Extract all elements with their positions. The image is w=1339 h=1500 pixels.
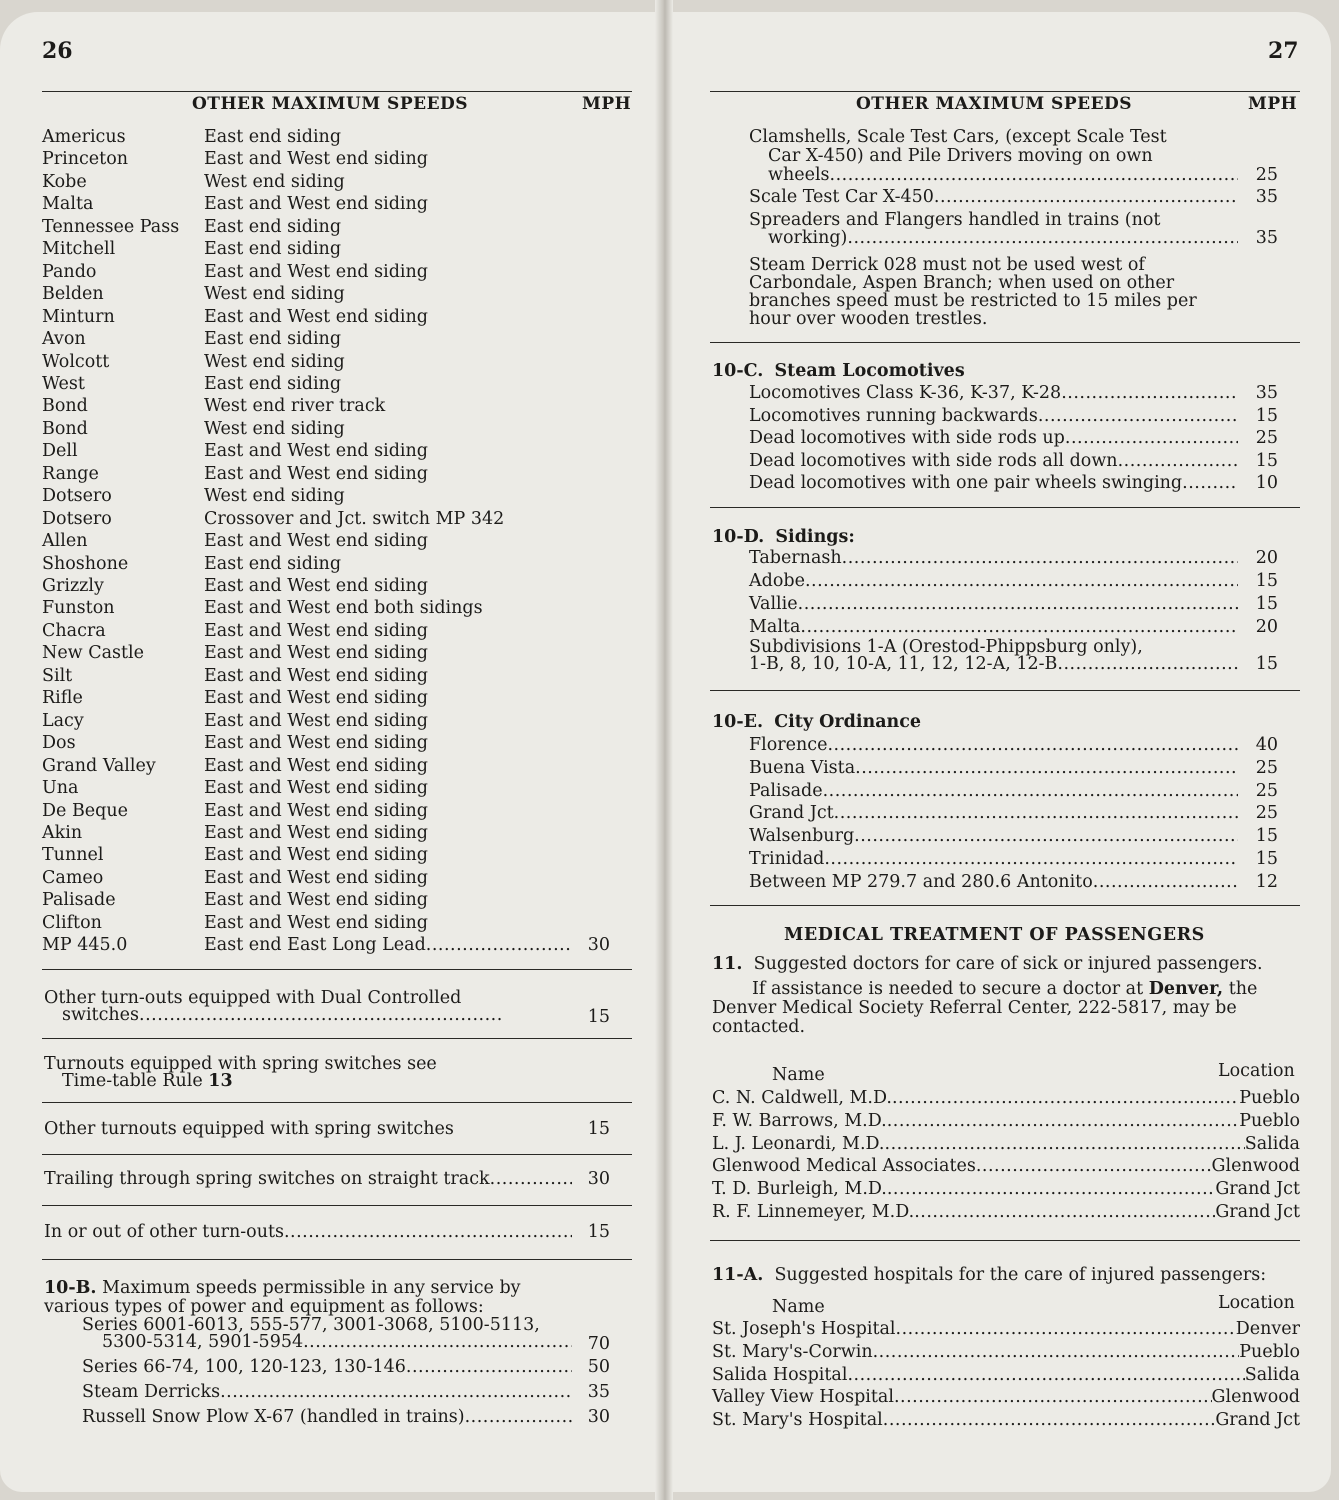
other-spring-text: Other turnouts equipped with spring switches <box>44 1119 454 1139</box>
hospital-row <box>712 1341 1300 1363</box>
header-unit-right: MPH <box>1248 94 1298 114</box>
locomotive-mph: 15 <box>1255 450 1278 471</box>
siding-description: East and West end siding <box>204 306 428 327</box>
siding-description: East end siding <box>204 553 342 574</box>
siding-location: Dotsero <box>42 508 112 529</box>
hospital-name: St. Mary's-Corwin <box>712 1341 873 1362</box>
hospital-location: Glenwood <box>1211 1387 1300 1408</box>
siding-description: East end siding <box>204 216 342 237</box>
medical-title: MEDICAL TREATMENT OF PASSENGERS <box>784 925 1205 945</box>
city-mph: 15 <box>1255 849 1278 869</box>
siding-speed-mph: 15 <box>1255 594 1278 614</box>
locomotive-item: Locomotives Class K-36, K-37, K-28 ..... <box>749 382 1238 404</box>
section-10b-line2: various types of power and equipment as follows: <box>44 1297 484 1317</box>
header-unit-left: MPH <box>582 94 632 114</box>
doctor-row <box>712 1201 1300 1223</box>
siding-speed-item: Tabernash ..... <box>749 547 1238 569</box>
siding-location: Avon <box>42 329 86 350</box>
hospitals-col-location: Location <box>1218 1293 1295 1313</box>
section-10d-title: 10-D. Sidings: <box>712 527 855 547</box>
siding-description: West end siding <box>204 486 345 507</box>
section-11-text: 11. Suggested doctors for care of sick or injured passengers. <box>712 954 1263 974</box>
section-11a-text: 11-A. Suggested hospitals for the care of injured passengers: <box>712 1265 1267 1285</box>
siding-location: Mitchell <box>42 239 116 260</box>
siding-location: Cameo <box>42 867 104 888</box>
derrick-note-4: hour over wooden trestles. <box>749 309 988 329</box>
siding-location: West <box>42 373 85 394</box>
doctor-name: F. W. Barrows, M.D. <box>712 1110 887 1131</box>
siding-description: East and West end siding <box>204 531 428 552</box>
rule-1 <box>42 969 632 970</box>
siding-location: Dell <box>42 441 78 462</box>
siding-description: East and West end siding <box>204 688 428 709</box>
siding-location: New Castle <box>42 643 145 664</box>
header-rule-right <box>710 91 1300 92</box>
hospital-name: Valley View Hospital <box>712 1387 894 1408</box>
trailing-mph: 30 <box>587 1169 610 1189</box>
siding-description: East and West end siding <box>204 149 428 170</box>
siding-location: Wolcott <box>42 351 110 372</box>
siding-location: Minturn <box>42 306 115 327</box>
hospital-row <box>712 1409 1300 1431</box>
subdivisions-line2: 1-B, 8, 10, 10-A, 11, 12, 12-A, 12-B ..... <box>749 653 1238 675</box>
hospital-location: Salida <box>1244 1364 1300 1385</box>
rule-r2 <box>710 507 1300 508</box>
siding-description: East and West end siding <box>204 845 428 866</box>
spring-see-line2: Time-table Rule 13 <box>62 1071 233 1091</box>
doctor-location: Glenwood <box>1211 1156 1300 1177</box>
trailing-text: Trailing through spring switches on straight track ..... <box>44 1168 572 1190</box>
header-rule-left <box>42 91 632 92</box>
doctor-name: Glenwood Medical Associates <box>712 1156 976 1177</box>
city-mph: 12 <box>1255 871 1278 892</box>
assist-line1: If assistance is needed to secure a doctor at Denver, the <box>752 979 1258 999</box>
siding-speed-mph: 15 <box>1255 571 1278 591</box>
rule-r3 <box>710 690 1300 691</box>
rule-r5 <box>710 1240 1300 1241</box>
siding-speed-mph: 20 <box>1255 548 1278 568</box>
rule-r4 <box>710 905 1300 906</box>
siding-description: Crossover and Jct. switch MP 342 <box>204 508 505 529</box>
siding-description: East and West end siding <box>204 441 428 462</box>
siding-description: West end siding <box>204 351 345 372</box>
city-item: Buena Vista ..... <box>749 757 1238 779</box>
locomotive-item: Dead locomotives with side rods up ..... <box>749 427 1238 449</box>
siding-location: Rifle <box>42 688 83 709</box>
siding-location: Range <box>42 463 99 484</box>
hospital-name: St. Mary's Hospital <box>712 1410 883 1431</box>
siding-description: East and West end siding <box>204 620 428 641</box>
doctor-location: Grand Jct <box>1215 1202 1300 1222</box>
siding-description: West end river track <box>204 396 386 417</box>
clamshells-line1: Clamshells, Scale Test Cars, (except Scale Test <box>749 127 1167 147</box>
locomotive-mph: 25 <box>1255 428 1278 448</box>
siding-location: Clifton <box>42 912 102 933</box>
section-10c-title: 10-C. Steam Locomotives <box>712 361 965 381</box>
city-item: Between MP 279.7 and 280.6 Antonito ..... <box>749 871 1238 893</box>
siding-speed-item: Adobe ..... <box>749 570 1238 592</box>
doctor-row <box>712 1178 1300 1200</box>
city-mph: 25 <box>1255 757 1278 778</box>
siding-speed-item: Vallie ..... <box>749 593 1238 615</box>
siding-location: Pando <box>42 261 97 282</box>
rule-3 <box>42 1102 632 1103</box>
section-10b-line1: 10-B. Maximum speeds permissible in any service by <box>44 1278 521 1298</box>
city-mph: 25 <box>1255 780 1278 801</box>
assist-line3: contacted. <box>712 1017 806 1037</box>
doctor-name: R. F. Linnemeyer, M.D. <box>712 1202 915 1222</box>
derrick-note-3: branches speed must be restricted to 15 miles per <box>749 291 1197 311</box>
series-2: Series 66-74, 100, 120-123, 130-146 ..... <box>82 1356 572 1378</box>
siding-location: Una <box>42 778 79 799</box>
series-1-line1: Series 6001-6013, 555-577, 3001-3068, 5100-5113, <box>82 1315 540 1335</box>
siding-location: Bond <box>42 396 88 417</box>
locomotive-mph: 10 <box>1255 473 1278 493</box>
steam-derricks-mph: 35 <box>587 1382 610 1402</box>
derrick-note-2: Carbondale, Aspen Branch; when used on other <box>749 273 1175 293</box>
siding-location: Dotsero <box>42 486 112 507</box>
doctor-row <box>712 1110 1300 1132</box>
siding-location: MP 445.0 <box>42 935 128 956</box>
siding-description: East and West end both sidings <box>204 598 483 619</box>
series-1-mph: 70 <box>587 1334 610 1354</box>
spreaders-line2: working) ..... <box>768 227 1238 249</box>
scale-test-car-mph: 35 <box>1255 187 1278 207</box>
rule-6 <box>42 1259 632 1260</box>
siding-location: De Beque <box>42 800 128 821</box>
in-out-text: In or out of other turn-outs ..... <box>44 1221 572 1243</box>
city-item: Palisade ..... <box>749 780 1238 802</box>
siding-description: East and West end siding <box>204 710 428 731</box>
scale-test-car: Scale Test Car X-450 ..... <box>749 186 1238 208</box>
siding-location: Grizzly <box>42 576 104 596</box>
siding-location: Tennessee Pass <box>42 216 180 237</box>
dual-controlled-line1: Other turn-outs equipped with Dual Controlled <box>44 988 462 1008</box>
siding-description: East end East Long Lead ..... <box>204 934 572 956</box>
rule-4 <box>42 1154 632 1155</box>
siding-description: East and West end siding <box>204 665 428 686</box>
hospital-location: Grand Jct <box>1215 1410 1300 1431</box>
siding-description: East and West end siding <box>204 890 428 911</box>
siding-description: East and West end siding <box>204 867 428 888</box>
spring-see-line1: Turnouts equipped with spring switches see <box>44 1054 437 1074</box>
doctor-location: Salida <box>1244 1133 1300 1154</box>
clamshells-mph: 25 <box>1255 165 1278 185</box>
in-out-mph: 15 <box>587 1222 610 1242</box>
siding-description: East and West end siding <box>204 755 428 776</box>
siding-location: Funston <box>42 598 115 619</box>
city-item: Trinidad ..... <box>749 848 1238 870</box>
siding-description: East end siding <box>204 239 342 260</box>
city-mph: 15 <box>1255 826 1278 847</box>
dual-controlled-line2: switches ..... <box>62 1004 502 1026</box>
siding-mph: 30 <box>587 935 610 956</box>
siding-location: Belden <box>42 284 104 305</box>
siding-location: Americus <box>42 127 126 147</box>
doctor-row <box>712 1155 1300 1177</box>
siding-description: East and West end siding <box>204 261 428 282</box>
city-item: Florence ..... <box>749 734 1238 756</box>
siding-location: Allen <box>42 531 88 552</box>
siding-description: East and West end siding <box>204 822 428 843</box>
hospital-location: Denver <box>1235 1319 1300 1339</box>
dual-controlled-mph: 15 <box>587 1007 610 1027</box>
page-number-right: 27 <box>1268 38 1299 64</box>
spreaders-mph: 35 <box>1255 228 1278 248</box>
hospital-row <box>712 1364 1300 1386</box>
locomotive-item: Dead locomotives with one pair wheels swinging ..... <box>749 472 1238 494</box>
hospital-name: St. Joseph's Hospital <box>712 1319 896 1339</box>
siding-description: East and West end siding <box>204 912 428 933</box>
hospital-location: Pueblo <box>1239 1341 1300 1362</box>
other-spring-mph: 15 <box>587 1119 610 1139</box>
subdivisions-line1: Subdivisions 1-A (Orestod-Phippsburg only), <box>749 637 1143 657</box>
assist-line2: Denver Medical Society Referral Center, 222-5817, may be <box>712 998 1237 1018</box>
siding-speed-item: Malta ..... <box>749 616 1238 638</box>
siding-description: East and West end siding <box>204 194 428 215</box>
page-number-left: 26 <box>42 38 73 64</box>
hospitals-col-name: Name <box>772 1297 825 1317</box>
clamshells-line2: Car X-450) and Pile Drivers moving on own <box>768 146 1153 166</box>
siding-location: Grand Valley <box>42 755 156 776</box>
city-item: Walsenburg ..... <box>749 825 1238 847</box>
rule-5 <box>42 1205 632 1206</box>
doctor-location: Pueblo <box>1239 1110 1300 1131</box>
hospital-row <box>712 1386 1300 1408</box>
siding-location: Tunnel <box>42 845 104 866</box>
snow-plow: Russell Snow Plow X-67 (handled in trains) ..... <box>82 1406 572 1428</box>
siding-location: Bond <box>42 418 88 439</box>
derrick-note-1: Steam Derrick 028 must not be used west of <box>749 255 1145 275</box>
city-item: Grand Jct ..... <box>749 802 1238 824</box>
rule-2 <box>42 1038 632 1039</box>
doctor-location: Grand Jct <box>1215 1179 1300 1200</box>
steam-derricks: Steam Derricks ..... <box>82 1381 572 1403</box>
doctor-row <box>712 1087 1300 1109</box>
siding-description: West end siding <box>204 171 345 192</box>
city-mph: 25 <box>1255 803 1278 824</box>
siding-location: Silt <box>42 665 73 686</box>
locomotive-item: Locomotives running backwards ..... <box>749 405 1238 427</box>
siding-location: Dos <box>42 733 76 754</box>
hospital-row <box>712 1318 1300 1340</box>
section-10e-title: 10-E. City Ordinance <box>712 712 922 732</box>
siding-description: East and West end siding <box>204 800 428 821</box>
siding-description: East and West end siding <box>204 733 428 754</box>
header-title-right: OTHER MAXIMUM SPEEDS <box>856 94 1133 114</box>
hospital-name: Salida Hospital <box>712 1364 848 1385</box>
city-mph: 40 <box>1255 735 1278 755</box>
doctor-name: L. J. Leonardi, M.D. <box>712 1133 885 1154</box>
siding-location: Princeton <box>42 149 129 170</box>
doctor-name: C. N. Caldwell, M.D. <box>712 1088 892 1108</box>
siding-description: West end siding <box>204 418 345 439</box>
doctors-col-location: Location <box>1218 1061 1295 1081</box>
subdivisions-mph: 15 <box>1255 654 1278 674</box>
siding-description: West end siding <box>204 284 345 305</box>
siding-location: Akin <box>42 822 83 843</box>
siding-description: East and West end siding <box>204 643 428 664</box>
locomotive-item: Dead locomotives with side rods all down ..... <box>749 450 1238 472</box>
siding-location: Kobe <box>42 171 87 192</box>
doctor-name: T. D. Burleigh, M.D. <box>712 1179 887 1200</box>
locomotive-mph: 35 <box>1255 383 1278 403</box>
siding-description: East and West end siding <box>204 576 428 596</box>
series-1-line2: 5300-5314, 5901-5954 ..... <box>102 1331 572 1353</box>
siding-location: Lacy <box>42 710 84 731</box>
siding-description: East end siding <box>204 329 342 350</box>
clamshells-line3: wheels ..... <box>768 164 1238 186</box>
siding-description: East and West end siding <box>204 463 428 484</box>
siding-description: East end siding <box>204 373 342 394</box>
snow-plow-mph: 30 <box>587 1407 610 1427</box>
siding-description: East and West end siding <box>204 778 428 799</box>
doctor-row <box>712 1133 1300 1155</box>
siding-location: Chacra <box>42 620 106 641</box>
locomotive-mph: 15 <box>1255 405 1278 426</box>
siding-location: Palisade <box>42 890 116 911</box>
header-title-left: OTHER MAXIMUM SPEEDS <box>192 94 469 114</box>
rule-r1 <box>710 342 1300 343</box>
siding-location: Malta <box>42 194 94 215</box>
siding-location: Shoshone <box>42 553 129 574</box>
book-gutter <box>655 0 673 1500</box>
siding-description: East end siding <box>204 127 342 147</box>
series-2-mph: 50 <box>587 1357 610 1377</box>
doctors-col-name: Name <box>772 1065 825 1085</box>
spreaders-line1: Spreaders and Flangers handled in trains (not <box>749 210 1161 230</box>
siding-speed-mph: 20 <box>1255 617 1278 637</box>
doctor-location: Pueblo <box>1239 1088 1300 1108</box>
